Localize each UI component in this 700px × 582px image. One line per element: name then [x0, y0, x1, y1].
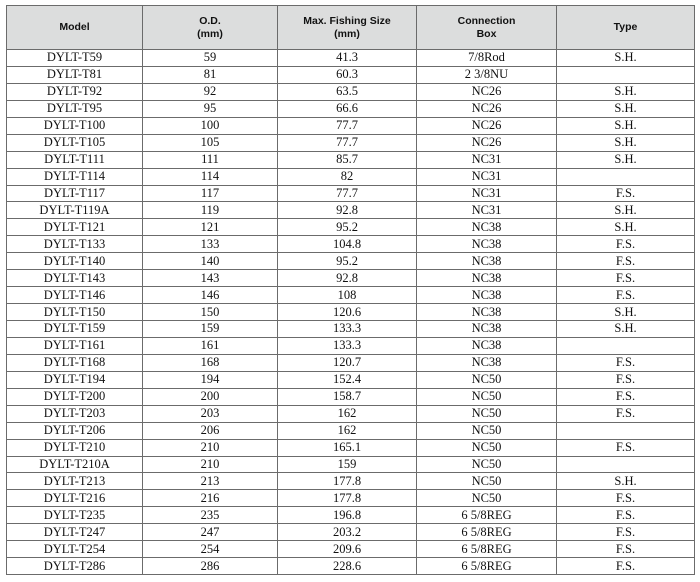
header-type: Type — [557, 6, 695, 50]
cell-od: 114 — [143, 168, 278, 185]
table-row — [7, 134, 695, 151]
cell-type: F.S. — [557, 490, 695, 507]
header-box-label: Box — [476, 27, 497, 40]
cell-od: 146 — [143, 287, 278, 304]
cell-max-fishing-size: 120.7 — [278, 354, 417, 371]
cell-type: S.H. — [557, 50, 695, 67]
cell-od: 119 — [143, 202, 278, 219]
cell-type: F.S. — [557, 236, 695, 253]
spec-table — [6, 5, 695, 575]
table-row — [7, 388, 695, 405]
cell-od: 92 — [143, 83, 278, 100]
cell-max-fishing-size: 85.7 — [278, 151, 417, 168]
cell-max-fishing-size: 228.6 — [278, 558, 417, 575]
cell-model: DYLT-T95 — [7, 100, 143, 117]
cell-connection-box: NC50 — [417, 422, 557, 439]
cell-max-fishing-size: 77.7 — [278, 134, 417, 151]
cell-od: 143 — [143, 270, 278, 287]
cell-model: DYLT-T133 — [7, 236, 143, 253]
cell-max-fishing-size: 158.7 — [278, 388, 417, 405]
table-row — [7, 219, 695, 236]
cell-connection-box: 6 5/8REG — [417, 507, 557, 524]
cell-connection-box: NC31 — [417, 151, 557, 168]
cell-connection-box: NC26 — [417, 100, 557, 117]
cell-connection-box: 6 5/8REG — [417, 541, 557, 558]
cell-model: DYLT-T111 — [7, 151, 143, 168]
header-row — [7, 6, 695, 50]
table-row — [7, 558, 695, 575]
cell-max-fishing-size: 104.8 — [278, 236, 417, 253]
cell-model: DYLT-T247 — [7, 524, 143, 541]
cell-od: 206 — [143, 422, 278, 439]
cell-connection-box: NC38 — [417, 304, 557, 321]
cell-max-fishing-size: 77.7 — [278, 185, 417, 202]
cell-connection-box: NC50 — [417, 405, 557, 422]
cell-od: 133 — [143, 236, 278, 253]
cell-type: S.H. — [557, 473, 695, 490]
table-row — [7, 354, 695, 371]
cell-od: 81 — [143, 66, 278, 83]
cell-max-fishing-size: 196.8 — [278, 507, 417, 524]
cell-od: 200 — [143, 388, 278, 405]
cell-model: DYLT-T81 — [7, 66, 143, 83]
cell-connection-box: NC50 — [417, 490, 557, 507]
cell-connection-box: NC26 — [417, 134, 557, 151]
cell-od: 213 — [143, 473, 278, 490]
cell-type: S.H. — [557, 83, 695, 100]
cell-connection-box: NC38 — [417, 354, 557, 371]
cell-max-fishing-size: 133.3 — [278, 337, 417, 354]
table-row — [7, 236, 695, 253]
cell-connection-box: 2 3/8NU — [417, 66, 557, 83]
cell-connection-box: NC26 — [417, 117, 557, 134]
cell-type: S.H. — [557, 219, 695, 236]
cell-model: DYLT-T119A — [7, 202, 143, 219]
cell-model: DYLT-T92 — [7, 83, 143, 100]
table-row — [7, 202, 695, 219]
table-row — [7, 371, 695, 388]
cell-od: 286 — [143, 558, 278, 575]
cell-type: S.H. — [557, 202, 695, 219]
cell-max-fishing-size: 92.8 — [278, 270, 417, 287]
cell-max-fishing-size: 82 — [278, 168, 417, 185]
cell-od: 121 — [143, 219, 278, 236]
table-row — [7, 422, 695, 439]
cell-max-fishing-size: 95.2 — [278, 219, 417, 236]
cell-max-fishing-size: 120.6 — [278, 304, 417, 321]
cell-type — [557, 456, 695, 473]
cell-model: DYLT-T161 — [7, 337, 143, 354]
cell-type: S.H. — [557, 100, 695, 117]
cell-max-fishing-size: 60.3 — [278, 66, 417, 83]
cell-connection-box: 6 5/8REG — [417, 558, 557, 575]
cell-od: 140 — [143, 253, 278, 270]
table-row — [7, 439, 695, 456]
cell-model: DYLT-T114 — [7, 168, 143, 185]
cell-type: F.S. — [557, 507, 695, 524]
cell-model: DYLT-T150 — [7, 304, 143, 321]
table-row — [7, 185, 695, 202]
cell-type — [557, 168, 695, 185]
cell-type: F.S. — [557, 185, 695, 202]
cell-type: S.H. — [557, 321, 695, 338]
cell-type: F.S. — [557, 253, 695, 270]
header-od-label: O.D. — [199, 14, 221, 27]
table-row — [7, 456, 695, 473]
cell-max-fishing-size: 159 — [278, 456, 417, 473]
spec-table-body — [7, 50, 695, 575]
cell-connection-box: NC38 — [417, 219, 557, 236]
cell-model: DYLT-T194 — [7, 371, 143, 388]
cell-max-fishing-size: 77.7 — [278, 117, 417, 134]
cell-max-fishing-size: 162 — [278, 405, 417, 422]
header-connection-label: Connection — [457, 14, 516, 27]
table-row — [7, 304, 695, 321]
cell-model: DYLT-T206 — [7, 422, 143, 439]
cell-model: DYLT-T121 — [7, 219, 143, 236]
cell-max-fishing-size: 177.8 — [278, 473, 417, 490]
cell-od: 100 — [143, 117, 278, 134]
cell-type: S.H. — [557, 134, 695, 151]
cell-type — [557, 422, 695, 439]
header-max-fishing-size-unit: (mm) — [334, 27, 360, 40]
cell-connection-box: NC38 — [417, 236, 557, 253]
cell-type: F.S. — [557, 354, 695, 371]
header-od-unit: (mm) — [197, 27, 223, 40]
cell-connection-box: NC38 — [417, 287, 557, 304]
cell-connection-box: NC38 — [417, 337, 557, 354]
header-max-fishing-size-label: Max. Fishing Size — [303, 14, 391, 27]
cell-type: F.S. — [557, 524, 695, 541]
cell-type: S.H. — [557, 117, 695, 134]
header-od — [143, 6, 278, 50]
cell-connection-box: NC50 — [417, 456, 557, 473]
cell-type — [557, 337, 695, 354]
cell-max-fishing-size: 203.2 — [278, 524, 417, 541]
cell-od: 105 — [143, 134, 278, 151]
cell-od: 59 — [143, 50, 278, 67]
cell-model: DYLT-T105 — [7, 134, 143, 151]
cell-max-fishing-size: 177.8 — [278, 490, 417, 507]
cell-max-fishing-size: 66.6 — [278, 100, 417, 117]
cell-od: 161 — [143, 337, 278, 354]
table-row — [7, 490, 695, 507]
cell-od: 203 — [143, 405, 278, 422]
cell-type — [557, 66, 695, 83]
cell-model: DYLT-T286 — [7, 558, 143, 575]
cell-type: F.S. — [557, 541, 695, 558]
cell-model: DYLT-T203 — [7, 405, 143, 422]
cell-od: 247 — [143, 524, 278, 541]
header-max-fishing-size — [278, 6, 417, 50]
cell-max-fishing-size: 108 — [278, 287, 417, 304]
cell-model: DYLT-T210A — [7, 456, 143, 473]
cell-connection-box: NC31 — [417, 202, 557, 219]
cell-type: F.S. — [557, 371, 695, 388]
table-row — [7, 507, 695, 524]
cell-model: DYLT-T140 — [7, 253, 143, 270]
cell-max-fishing-size: 63.5 — [278, 83, 417, 100]
cell-type: S.H. — [557, 151, 695, 168]
cell-connection-box: 6 5/8REG — [417, 524, 557, 541]
cell-connection-box: NC38 — [417, 321, 557, 338]
table-row — [7, 253, 695, 270]
table-row — [7, 168, 695, 185]
cell-connection-box: NC50 — [417, 473, 557, 490]
cell-model: DYLT-T254 — [7, 541, 143, 558]
cell-connection-box: NC38 — [417, 253, 557, 270]
table-row — [7, 524, 695, 541]
table-row — [7, 100, 695, 117]
table-row — [7, 321, 695, 338]
cell-od: 159 — [143, 321, 278, 338]
cell-od: 254 — [143, 541, 278, 558]
cell-model: DYLT-T216 — [7, 490, 143, 507]
cell-connection-box: NC31 — [417, 168, 557, 185]
cell-od: 117 — [143, 185, 278, 202]
cell-max-fishing-size: 41.3 — [278, 50, 417, 67]
cell-type: S.H. — [557, 304, 695, 321]
cell-od: 216 — [143, 490, 278, 507]
cell-connection-box: NC38 — [417, 270, 557, 287]
cell-model: DYLT-T117 — [7, 185, 143, 202]
header-model: Model — [7, 6, 143, 50]
cell-connection-box: NC26 — [417, 83, 557, 100]
table-row — [7, 117, 695, 134]
cell-max-fishing-size: 133.3 — [278, 321, 417, 338]
cell-max-fishing-size: 162 — [278, 422, 417, 439]
table-row — [7, 151, 695, 168]
cell-connection-box: NC31 — [417, 185, 557, 202]
cell-model: DYLT-T200 — [7, 388, 143, 405]
cell-connection-box: 7/8Rod — [417, 50, 557, 67]
cell-max-fishing-size: 95.2 — [278, 253, 417, 270]
cell-model: DYLT-T146 — [7, 287, 143, 304]
spec-table-header — [7, 6, 695, 50]
table-row — [7, 270, 695, 287]
cell-type: F.S. — [557, 388, 695, 405]
cell-max-fishing-size: 165.1 — [278, 439, 417, 456]
header-connection-box — [417, 6, 557, 50]
table-row — [7, 405, 695, 422]
cell-od: 168 — [143, 354, 278, 371]
cell-model: DYLT-T210 — [7, 439, 143, 456]
table-row — [7, 337, 695, 354]
table-row — [7, 541, 695, 558]
cell-model: DYLT-T143 — [7, 270, 143, 287]
cell-connection-box: NC50 — [417, 371, 557, 388]
table-row — [7, 66, 695, 83]
cell-od: 210 — [143, 456, 278, 473]
cell-type: F.S. — [557, 270, 695, 287]
cell-od: 150 — [143, 304, 278, 321]
cell-model: DYLT-T159 — [7, 321, 143, 338]
table-row — [7, 83, 695, 100]
cell-type: F.S. — [557, 405, 695, 422]
spec-table-container — [6, 5, 695, 575]
table-row — [7, 287, 695, 304]
cell-connection-box: NC50 — [417, 439, 557, 456]
cell-od: 235 — [143, 507, 278, 524]
cell-od: 194 — [143, 371, 278, 388]
cell-od: 95 — [143, 100, 278, 117]
cell-type: F.S. — [557, 558, 695, 575]
cell-model: DYLT-T100 — [7, 117, 143, 134]
cell-model: DYLT-T235 — [7, 507, 143, 524]
cell-type: F.S. — [557, 439, 695, 456]
cell-model: DYLT-T168 — [7, 354, 143, 371]
cell-od: 210 — [143, 439, 278, 456]
cell-connection-box: NC50 — [417, 388, 557, 405]
cell-od: 111 — [143, 151, 278, 168]
table-row — [7, 473, 695, 490]
cell-model: DYLT-T213 — [7, 473, 143, 490]
cell-type: F.S. — [557, 287, 695, 304]
cell-model: DYLT-T59 — [7, 50, 143, 67]
cell-max-fishing-size: 152.4 — [278, 371, 417, 388]
table-row — [7, 50, 695, 67]
cell-max-fishing-size: 209.6 — [278, 541, 417, 558]
cell-max-fishing-size: 92.8 — [278, 202, 417, 219]
